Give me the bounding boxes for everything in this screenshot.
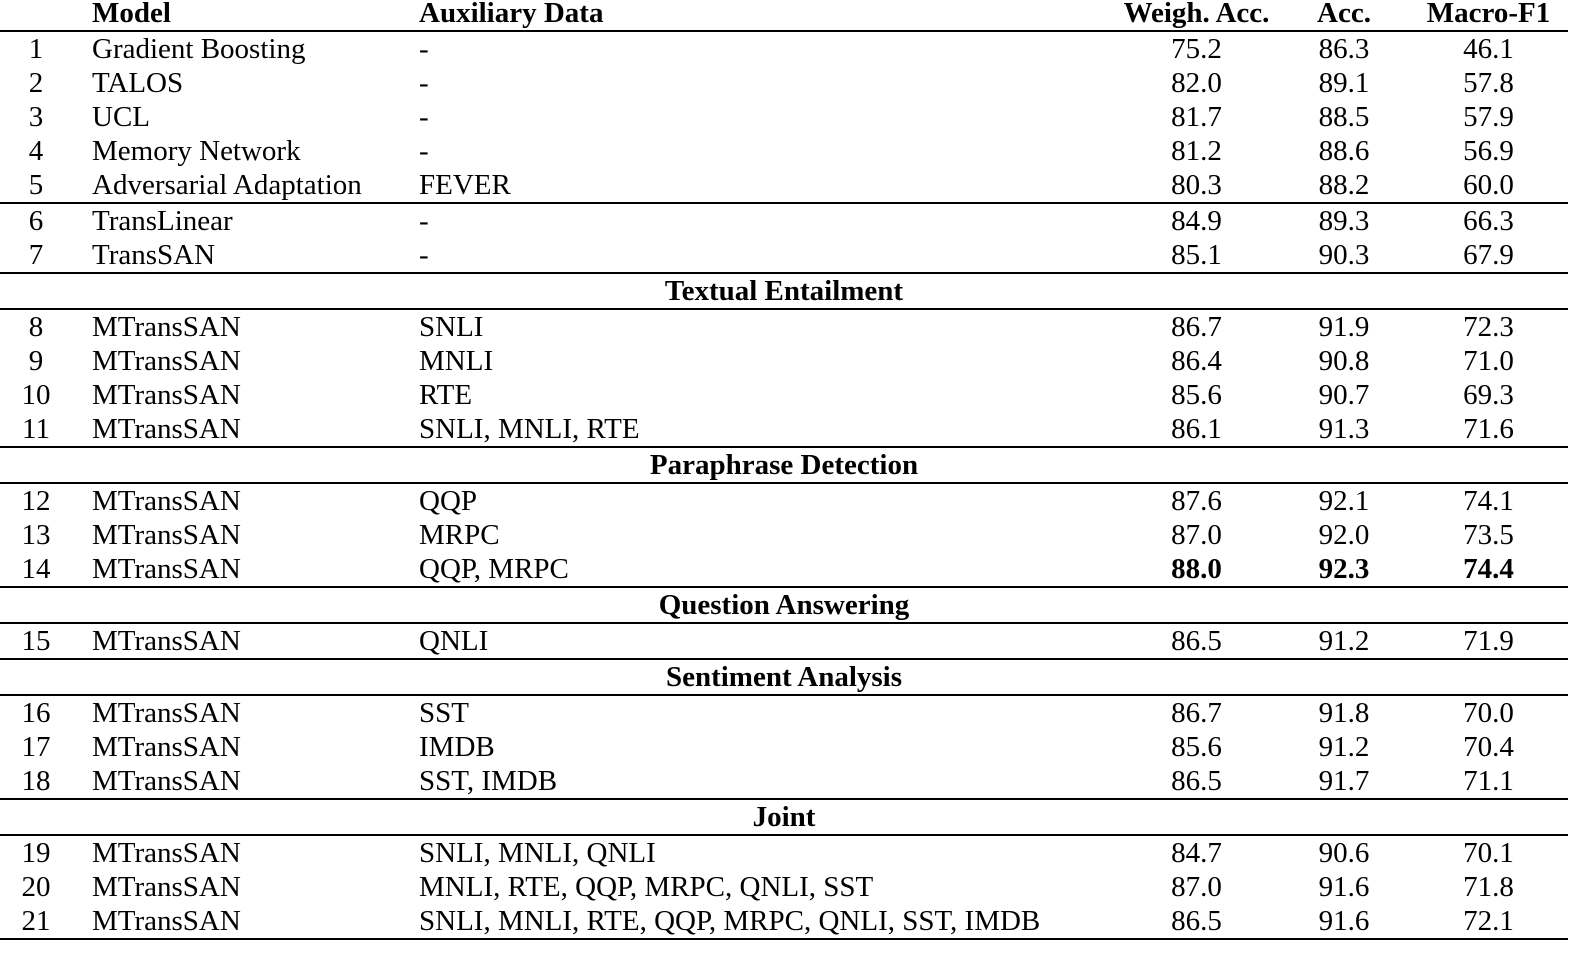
- row-model: MTransSAN: [92, 311, 241, 343]
- row-index: 14: [21, 553, 51, 585]
- row-model: MTransSAN: [92, 413, 241, 445]
- table-row: [0, 66, 1568, 100]
- table-row: [0, 623, 1568, 659]
- row-aux: QNLI: [419, 625, 489, 657]
- row-model: TransSAN: [92, 239, 216, 271]
- row-model: MTransSAN: [92, 871, 241, 903]
- row-model: MTransSAN: [92, 379, 241, 411]
- row-index: 9: [28, 345, 44, 377]
- row-acc: 91.2: [1318, 625, 1370, 657]
- table-row: [0, 238, 1568, 273]
- row-aux: -: [419, 135, 429, 167]
- row-weigh-acc: 86.7: [1171, 697, 1222, 729]
- row-model: TALOS: [92, 67, 184, 99]
- row-aux: SNLI, MNLI, RTE: [419, 413, 640, 445]
- row-macro-f1: 72.1: [1409, 904, 1568, 939]
- row-weigh-acc: 87.0: [1171, 519, 1222, 551]
- row-index: 5: [28, 169, 44, 201]
- row-acc: 88.6: [1318, 135, 1370, 167]
- row-aux: -: [419, 101, 429, 133]
- row-weigh-acc: 86.4: [1171, 345, 1222, 377]
- row-aux: SST: [419, 697, 469, 729]
- row-acc: 91.2: [1318, 731, 1370, 763]
- row-acc: 92.0: [1318, 519, 1370, 551]
- row-weigh-acc: 84.9: [1114, 203, 1279, 238]
- row-macro-f1: 72.3: [1463, 311, 1514, 343]
- row-model: MTransSAN: [92, 519, 241, 551]
- row-macro-f1: 46.1: [1463, 33, 1514, 65]
- row-macro-f1: 74.1: [1463, 485, 1514, 517]
- row-index: 1: [28, 33, 44, 65]
- row-index: 16: [21, 697, 51, 729]
- row-weigh-acc: 87.6: [1171, 485, 1222, 517]
- table-row: [0, 203, 1568, 238]
- row-acc: 89.1: [1318, 67, 1370, 99]
- row-model: MTransSAN: [92, 904, 419, 939]
- row-aux: SST, IMDB: [419, 765, 558, 797]
- header-row: [0, 0, 1568, 31]
- row-weigh-acc: 87.0: [1171, 871, 1222, 903]
- row-macro-f1: 57.9: [1463, 101, 1514, 133]
- row-index: 8: [28, 311, 44, 343]
- row-macro-f1: 56.9: [1463, 135, 1514, 167]
- row-weigh-acc: 81.2: [1171, 135, 1222, 167]
- row-weigh-acc: 75.2: [1171, 33, 1222, 65]
- section-title: Textual Entailment: [0, 273, 1568, 309]
- row-weigh-acc: 84.7: [1171, 837, 1222, 869]
- row-index: 15: [21, 625, 51, 657]
- row-aux: SNLI, MNLI, QNLI: [419, 837, 656, 869]
- row-acc: 90.7: [1318, 379, 1370, 411]
- row-aux: QQP: [419, 485, 478, 517]
- row-acc: 91.7: [1318, 765, 1370, 797]
- row-macro-f1: 71.9: [1463, 625, 1514, 657]
- row-index: 7: [28, 239, 44, 271]
- header-weigh-acc: Weigh. Acc.: [1114, 0, 1279, 31]
- row-aux: MNLI: [419, 345, 494, 377]
- header-model: Model: [92, 0, 419, 31]
- row-model: MTransSAN: [92, 837, 241, 869]
- row-aux: -: [419, 239, 429, 271]
- row-acc: 86.3: [1318, 33, 1370, 65]
- row-acc: 91.9: [1318, 311, 1370, 343]
- row-macro-f1: 70.1: [1463, 837, 1514, 869]
- row-model: Memory Network: [92, 135, 301, 167]
- row-index: 11: [22, 413, 50, 445]
- table-row: [0, 412, 1568, 447]
- row-aux: QQP, MRPC: [419, 553, 569, 585]
- row-macro-f1: 71.0: [1463, 345, 1514, 377]
- row-model: MTransSAN: [92, 731, 241, 763]
- row-index: 13: [21, 519, 51, 551]
- row-model: MTransSAN: [92, 345, 241, 377]
- table-row: [0, 168, 1568, 203]
- row-acc: 90.6: [1318, 837, 1370, 869]
- section-title: Paraphrase Detection: [0, 447, 1568, 483]
- row-model: Gradient Boosting: [92, 33, 306, 65]
- row-weigh-acc: 80.3: [1171, 169, 1222, 201]
- row-weigh-acc: 86.5: [1171, 625, 1222, 657]
- row-aux: FEVER: [419, 169, 511, 201]
- row-aux: SNLI, MNLI, RTE, QQP, MRPC, QNLI, SST, IMDB: [419, 904, 1114, 939]
- row-macro-f1: 57.8: [1463, 67, 1514, 99]
- header-index: [0, 0, 92, 31]
- table-row: [0, 378, 1568, 412]
- table-row: [0, 518, 1568, 552]
- table-row: [0, 309, 1568, 344]
- row-acc: 90.3: [1318, 239, 1370, 271]
- row-aux: -: [419, 33, 429, 65]
- row-model: TransLinear: [92, 203, 419, 238]
- row-index: 3: [28, 101, 44, 133]
- header-macro-f1: Macro-F1: [1409, 0, 1568, 31]
- row-acc: 91.6: [1279, 904, 1409, 939]
- row-weigh-acc: 85.6: [1171, 731, 1222, 763]
- table-row: [0, 31, 1568, 66]
- row-macro-f1: 73.5: [1463, 519, 1514, 551]
- row-model: MTransSAN: [92, 625, 241, 657]
- row-aux: RTE: [419, 379, 473, 411]
- row-index: 10: [21, 379, 51, 411]
- section-title: Joint: [0, 799, 1568, 835]
- row-weigh-acc: 86.7: [1171, 311, 1222, 343]
- row-acc: 92.1: [1318, 485, 1370, 517]
- row-aux: SNLI: [419, 311, 484, 343]
- row-model: UCL: [92, 101, 150, 133]
- row-index: 21: [0, 904, 92, 939]
- row-model: Adversarial Adaptation: [92, 169, 362, 201]
- row-acc: 91.6: [1318, 871, 1370, 903]
- table-row-best: [0, 552, 1568, 587]
- row-weigh-acc: 85.6: [1171, 379, 1222, 411]
- row-macro-f1: 66.3: [1409, 203, 1568, 238]
- table-row: [0, 835, 1568, 870]
- table-row: [0, 870, 1568, 904]
- row-index: 2: [28, 67, 44, 99]
- row-index: 18: [21, 765, 51, 797]
- row-index: 20: [21, 871, 51, 903]
- table-row: [0, 483, 1568, 518]
- row-weigh-acc: 86.5: [1114, 904, 1279, 939]
- row-aux: MNLI, RTE, QQP, MRPC, QNLI, SST: [419, 871, 874, 903]
- section-title: Question Answering: [0, 587, 1568, 623]
- table-row: [0, 764, 1568, 799]
- section-header-textual-entailment: [0, 273, 1568, 309]
- row-index: 19: [21, 837, 51, 869]
- row-index: 17: [21, 731, 51, 763]
- row-weigh-acc: 85.1: [1171, 239, 1222, 271]
- table-row: [0, 730, 1568, 764]
- row-acc: 89.3: [1279, 203, 1409, 238]
- header-acc: Acc.: [1279, 0, 1409, 31]
- table-row: [0, 344, 1568, 378]
- row-acc: 90.8: [1318, 345, 1370, 377]
- row-aux: -: [419, 203, 1114, 238]
- row-weigh-acc: 82.0: [1171, 67, 1222, 99]
- row-aux: IMDB: [419, 731, 495, 763]
- row-model: MTransSAN: [92, 485, 241, 517]
- row-model: MTransSAN: [92, 553, 241, 585]
- row-weigh-acc: 86.5: [1171, 765, 1222, 797]
- table-row: [0, 134, 1568, 168]
- row-macro-f1: 70.4: [1463, 731, 1514, 763]
- section-header-joint: [0, 799, 1568, 835]
- header-aux: Auxiliary Data: [419, 0, 1114, 31]
- section-title: Sentiment Analysis: [0, 659, 1568, 695]
- section-header-question-answering: [0, 587, 1568, 623]
- section-header-sentiment-analysis: [0, 659, 1568, 695]
- row-macro-f1: 71.6: [1463, 413, 1514, 445]
- row-aux: -: [419, 67, 429, 99]
- row-weigh-acc-best: 88.0: [1171, 553, 1222, 585]
- row-model: MTransSAN: [92, 697, 241, 729]
- row-macro-f1: 67.9: [1463, 239, 1514, 271]
- row-acc-best: 92.3: [1318, 553, 1370, 585]
- row-index: 6: [0, 203, 92, 238]
- row-macro-f1: 60.0: [1463, 169, 1514, 201]
- row-model: MTransSAN: [92, 765, 241, 797]
- row-macro-f1: 70.0: [1463, 697, 1514, 729]
- row-weigh-acc: 86.1: [1171, 413, 1222, 445]
- row-acc: 88.2: [1318, 169, 1370, 201]
- row-acc: 91.3: [1318, 413, 1370, 445]
- row-macro-f1: 71.1: [1463, 765, 1514, 797]
- section-header-paraphrase-detection: [0, 447, 1568, 483]
- row-index: 4: [28, 135, 44, 167]
- row-macro-f1-best: 74.4: [1463, 553, 1514, 585]
- row-weigh-acc: 81.7: [1171, 101, 1222, 133]
- row-macro-f1: 69.3: [1463, 379, 1514, 411]
- row-aux: MRPC: [419, 519, 500, 551]
- row-macro-f1: 71.8: [1463, 871, 1514, 903]
- row-acc: 88.5: [1318, 101, 1370, 133]
- table-row: [0, 695, 1568, 730]
- row-index: 12: [21, 485, 51, 517]
- row-acc: 91.8: [1318, 697, 1370, 729]
- table-row: [0, 904, 1568, 939]
- table-row: [0, 100, 1568, 134]
